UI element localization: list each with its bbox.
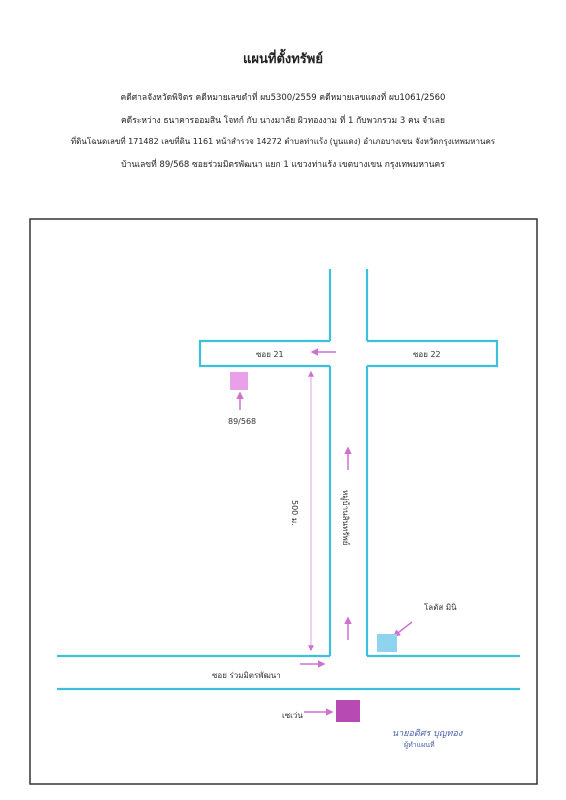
soi21-label: ซอย 21 (256, 350, 284, 359)
bottom-road-label: ซอย ร่วมมิตรพัฒนา (212, 671, 281, 680)
main-road-label: หมู่บ้านสินทรัพย์ (341, 490, 350, 546)
lawson-marker (377, 634, 397, 652)
address-line: บ้านเลขที่ 89/568 ซอยร่วมมิตรพัฒนา แยก 1 แขวงท่าแร้ง เขตบางเขน กรุงเทพมหานคร (121, 160, 445, 170)
lawson-arrow (394, 622, 412, 636)
roads (57, 269, 520, 689)
case-number-line: คดีศาลจังหวัดพิจิตร คดีหมายเลขดำที่ ผบ5300/2559 คดีหมายเลขแดงที่ ผบ1061/2560 (120, 93, 446, 103)
seven-eleven-label: เซเว่น (282, 711, 303, 720)
map-title: แผนที่ตั้งทรัพย์ (243, 52, 323, 67)
distance-label: 500 ม. (290, 500, 299, 526)
property-marker (230, 372, 248, 390)
signature-title: ผู้ทำแผนที่ (404, 741, 435, 749)
soi22-label: ซอย 22 (413, 350, 441, 359)
map-frame (30, 219, 537, 784)
lawson-label: โลตัส มินิ (424, 603, 457, 612)
deed-line: ที่ดินโฉนดเลขที่ 171482 เลขที่ดิน 1161 หน้าสำรวจ 14272 ตำบลท่าแร้ง (บูนแดง) อำเภอบางเขน จังหวัดกรุงเทพมหานคร (70, 137, 496, 146)
signature-name: นายอดิศร บุญทอง (392, 729, 463, 739)
property-number-label: 89/568 (228, 417, 257, 426)
seven-eleven-marker (336, 700, 360, 722)
parties-line: คดีระหว่าง ธนาคารออมสิน โจทก์ กับ นางมาลัย ผิวทองงาม ที่ 1 กับพวกรวม 3 คน จำเลย (120, 116, 445, 126)
